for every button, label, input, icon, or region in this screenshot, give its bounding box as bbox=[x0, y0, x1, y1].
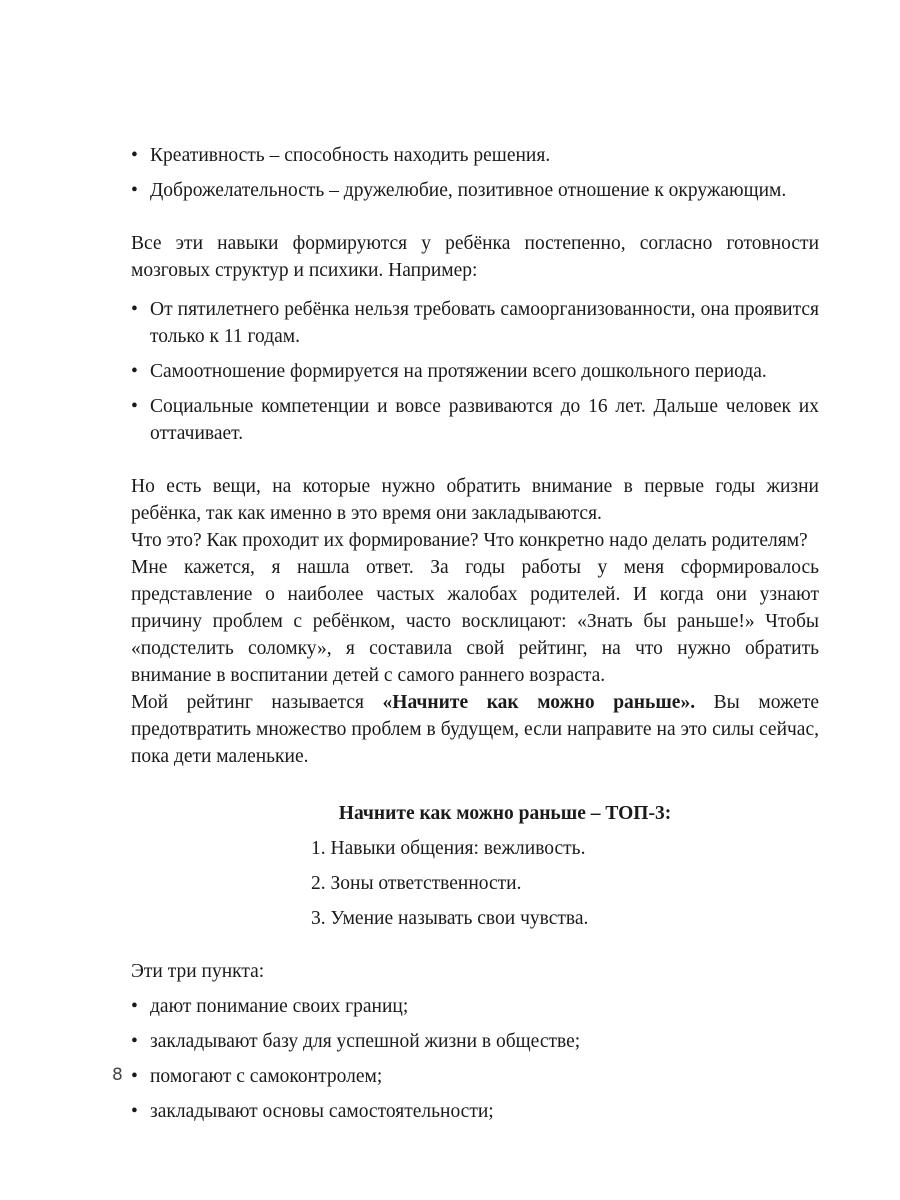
list-item bbox=[131, 358, 819, 385]
bullet-mark: • bbox=[131, 145, 138, 166]
rating-title: «Начните как можно раньше». bbox=[382, 692, 696, 713]
list-item bbox=[131, 177, 819, 204]
list-item-text: помогают с самоконтролем; bbox=[150, 1066, 383, 1087]
bullet-mark: • bbox=[131, 1031, 138, 1052]
paragraph: Но есть вещи, на которые нужно обратить внимание в первые годы жизни ребёнка, так как именно в это время они закладываются. bbox=[131, 476, 819, 524]
list-item-text: Креативность – способность находить решения. bbox=[150, 145, 551, 166]
list-item-text: Самоотношение формируется на протяжении всего дошкольного периода. bbox=[150, 361, 767, 382]
bullet-mark: • bbox=[131, 180, 138, 201]
list-item bbox=[131, 993, 819, 1020]
bullet-mark: • bbox=[131, 1101, 138, 1122]
bullet-mark: • bbox=[131, 299, 138, 320]
page-number: 8 bbox=[112, 1065, 123, 1085]
list-item bbox=[131, 1028, 819, 1055]
list-item bbox=[131, 1098, 819, 1125]
list-item bbox=[131, 393, 819, 447]
paragraph: Что это? Как проходит их формирование? Что конкретно надо делать родителям? bbox=[131, 530, 808, 551]
intro-paragraph: Все эти навыки формируются у ребёнка постепенно, согласно готовности мозговых структур и психики. Например: bbox=[131, 233, 819, 281]
list-item-text: Социальные компетенции и вовсе развиваются до 16 лет. Дальше человек их оттачивает. bbox=[150, 396, 819, 444]
paragraph: Мне кажется, я нашла ответ. За годы работы у меня сформировалось представление о наиболее частых жалобах родителей. И когда они узнают причину проблем с ребёнком, часто восклицают: «Знать бы раньше!» Чтобы «подстелить соломку», я составила свой рейтинг, на что нужно обратить внимание в воспитании детей с самого раннего возраста. bbox=[131, 557, 819, 686]
list-item-text: закладывают базу для успешной жизни в обществе; bbox=[150, 1031, 581, 1052]
bullet-mark: • bbox=[131, 1066, 138, 1087]
list-item bbox=[131, 142, 819, 169]
list-item bbox=[131, 296, 819, 350]
page-content bbox=[131, 142, 819, 1133]
rating-paragraph bbox=[131, 689, 819, 770]
bullet-mark: • bbox=[131, 396, 138, 417]
bullet-mark: • bbox=[131, 996, 138, 1017]
bullet-mark: • bbox=[131, 361, 138, 382]
top3-item: 3. Умение называть свои чувства. bbox=[311, 908, 589, 929]
top3-item: 1. Навыки общения: вежливость. bbox=[311, 838, 586, 859]
rating-text-before: Мой рейтинг называется bbox=[131, 692, 383, 713]
top3-heading: Начните как можно раньше – ТОП-3: bbox=[338, 803, 672, 824]
list-item-text: От пятилетнего ребёнка нельзя требовать самоорганизованности, она проявится только к 11 годам. bbox=[150, 299, 819, 347]
rating-text-after: Вы можете предотвратить множество проблем в будущем, если направите на это силы сейчас, пока дети маленькие. bbox=[131, 692, 820, 767]
points-intro: Эти три пункта: bbox=[131, 961, 265, 982]
list-item-text: закладывают основы самостоятельности; bbox=[150, 1101, 494, 1122]
list-item-text: дают понимание своих границ; bbox=[150, 996, 409, 1017]
list-item bbox=[131, 1063, 819, 1090]
top3-item: 2. Зоны ответственности. bbox=[311, 873, 522, 894]
top3-list bbox=[311, 835, 819, 932]
list-item-text: Доброжелательность – дружелюбие, позитивное отношение к окружающим. bbox=[150, 180, 787, 201]
